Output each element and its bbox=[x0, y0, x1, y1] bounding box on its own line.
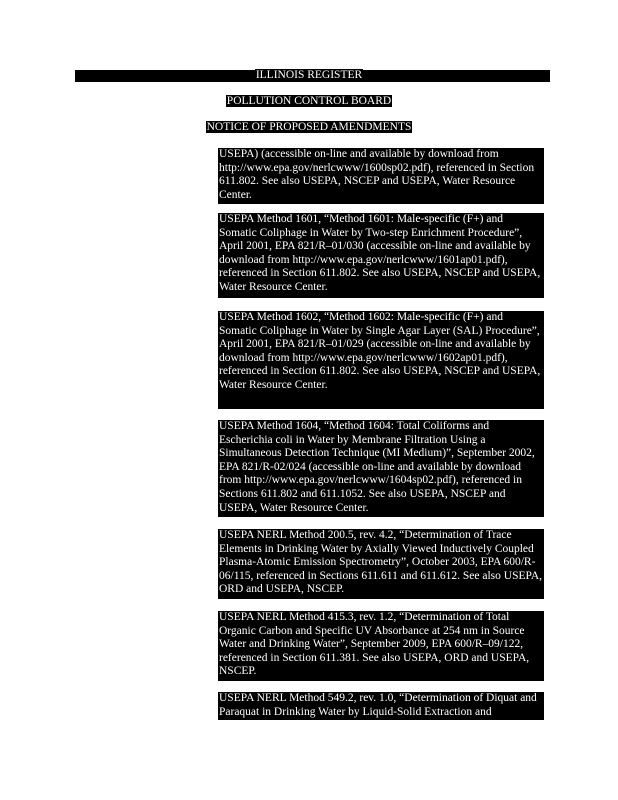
paragraph: USEPA) (accessible on-line and available by download from http://www.epa.gov/nerlcwww/1600sp02.pdf), referenced in Section 611.802. See also USEPA, NSCEP and USEPA, Water Resource Center. bbox=[218, 148, 544, 204]
paragraph: USEPA Method 1602, “Method 1602: Male-specific (F+) and Somatic Coliphage in Water by Single Agar Layer (SAL) Procedure”, April 2001, EPA 821/R–01/029 (accessible on-line and available by download from http://www.epa.gov/nerlcwww/1602ap01.pdf), referenced in Section 611.802. See also USEPA, NSCEP and USEPA, Water Resource Center. bbox=[218, 311, 544, 409]
paragraph: USEPA NERL Method 200.5, rev. 4.2, “Determination of Trace Elements in Drinking Water by Axially Viewed Inductively Coupled Plasma-Atomic Emission Spectrometry”, October 2003, EPA 600/R-06/115, referenced in Sections 611.611 and 611.612. See also USEPA, ORD and USEPA, NSCEP. bbox=[218, 529, 544, 599]
paragraph: USEPA Method 1604, “Method 1604: Total Coliforms and Escherichia coli in Water by Membrane Filtration Using a Simultaneous Detection Technique (MI Medium)”, September 2002, EPA 821/R-02/024 (accessible on-line and available by download from http://www.epa.gov/nerlcwww/1604sp02.pdf), referenced in Sections 611.802 and 611.1052. See also USEPA, NSCEP and USEPA, Water Resource Center. bbox=[218, 420, 544, 517]
board-title: POLLUTION CONTROL BOARD bbox=[226, 95, 392, 107]
register-title: ILLINOIS REGISTER bbox=[255, 69, 363, 81]
paragraph: USEPA NERL Method 549.2, rev. 1.0, “Determination of Diquat and Paraquat in Drinking Water by Liquid-Solid Extraction and bbox=[218, 692, 544, 720]
notice-title: NOTICE OF PROPOSED AMENDMENTS bbox=[206, 121, 412, 133]
paragraph: USEPA Method 1601, “Method 1601: Male-specific (F+) and Somatic Coliphage in Water by Two-step Enrichment Procedure”, April 2001, EPA 821/R–01/030 (accessible on-line and available by download from http://www.epa.gov/nerlcwww/1601ap01.pdf), referenced in Section 611.802. See also USEPA, NSCEP and USEPA, Water Resource Center. bbox=[218, 213, 544, 298]
paragraph: USEPA NERL Method 415.3, rev. 1.2, “Determination of Total Organic Carbon and Specific UV Absorbance at 254 nm in Source Water and Drinking Water”, September 2009, EPA 600/R–09/122, referenced in Section 611.381. See also USEPA, ORD and USEPA, NSCEP. bbox=[218, 611, 544, 681]
